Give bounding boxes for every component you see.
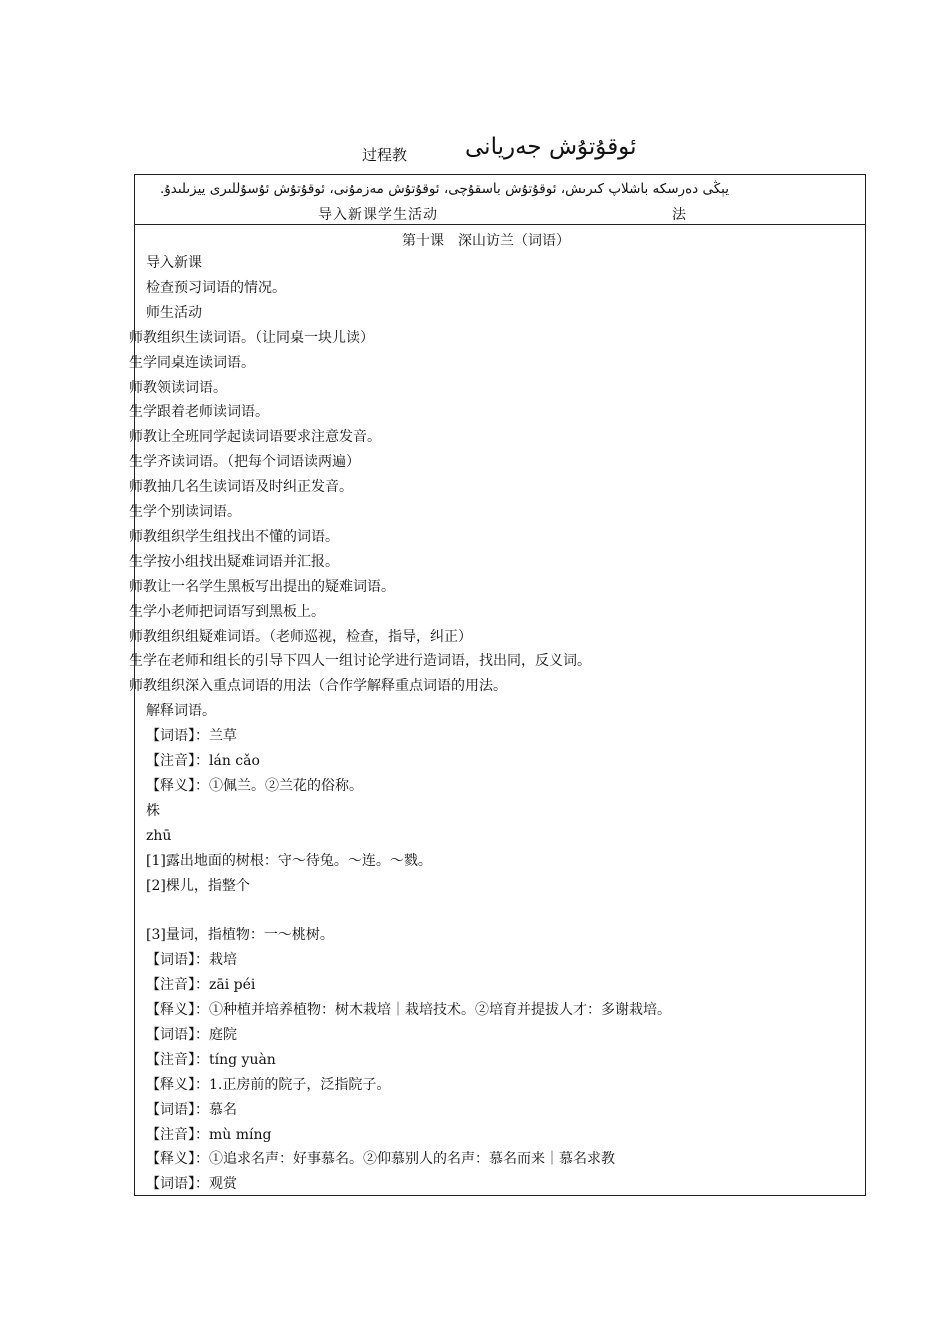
body-line: 师生活动 bbox=[146, 305, 202, 321]
body-line: 师教抽几名生读词语及时纠正发音。 bbox=[129, 479, 353, 495]
body-line: 【词语】：慕名 bbox=[146, 1102, 237, 1118]
body-line: 生学跟着老师读词语。 bbox=[129, 404, 269, 420]
body-line: 【词语】：兰草 bbox=[146, 728, 237, 744]
body-line: 【释义】：①追求名声：好事慕名。②仰慕别人的名声：慕名而来｜慕名求教 bbox=[146, 1151, 615, 1167]
body-line: 【释义】：①佩兰。②兰花的俗称。 bbox=[146, 778, 363, 794]
table-divider bbox=[134, 224, 866, 225]
body-line: 【注音】：lán cǎo bbox=[146, 753, 260, 769]
body-line: 【释义】：①种植并培养植物：树木栽培｜栽培技术。②培育并提拔人才：多谢栽培。 bbox=[146, 1002, 671, 1018]
uyghur-description: يېڭى دەرسكە باشلاپ كىرىش، ئوقۇتۇش باسقۇچى، ئوقۇتۇش مەزمۇنى، ئوقۇتۇش ئۇسۇللىرى ييزىلىدۇ. bbox=[159, 181, 729, 197]
body-line: 【词语】：观赏 bbox=[146, 1176, 237, 1192]
column-header-right: 法 bbox=[672, 207, 686, 223]
body-line: 【词语】：庭院 bbox=[146, 1027, 237, 1043]
body-line: 生学齐读词语。（把每个词语读两遍） bbox=[129, 454, 360, 470]
body-line: 生学个别读词语。 bbox=[129, 504, 241, 520]
body-line: [2]棵儿，指整个 bbox=[146, 878, 250, 894]
body-line: 生学在老师和组长的引导下四人一组讨论学进行造词语，找出同，反义词。 bbox=[129, 653, 591, 669]
body-line: 导入新课 bbox=[146, 255, 202, 271]
body-line: 检查预习词语的情况。 bbox=[146, 280, 286, 296]
column-header-left: 导入新课学生活动 bbox=[318, 207, 438, 223]
body-line: 【注音】：zāi péi bbox=[146, 977, 256, 993]
body-line: 师教让一名学生黑板写出提出的疑难词语。 bbox=[129, 579, 395, 595]
title-uyghur: ئوقۇتۇش جەريانى bbox=[465, 134, 637, 160]
body-line: 【注音】：tíng yuàn bbox=[146, 1052, 276, 1068]
body-line: 师教组织生读词语。（让同桌一块儿读） bbox=[129, 330, 374, 346]
body-line: 师教组织学生组找出不懂的词语。 bbox=[129, 529, 339, 545]
body-line: [1]露出地面的树根：守～待兔。～连。～戮。 bbox=[146, 853, 432, 869]
title-chinese: 过程教 bbox=[362, 146, 408, 164]
body-line: 生学同桌连读词语。 bbox=[129, 355, 255, 371]
lesson-title: 第十课 深山访兰（词语） bbox=[402, 233, 570, 249]
body-line: 解释词语。 bbox=[146, 703, 216, 719]
body-line: 【注音】：mù míng bbox=[146, 1127, 272, 1143]
body-line: 生学小老师把词语写到黑板上。 bbox=[129, 604, 325, 620]
body-line: 师教组织组疑难词语。（老师巡视，检查，指导，纠正） bbox=[129, 629, 472, 645]
body-line: 生学按小组找出疑难词语并汇报。 bbox=[129, 554, 339, 570]
body-line: 【释义】：1.正房前的院子，泛指院子。 bbox=[146, 1077, 391, 1093]
body-line: zhū bbox=[146, 828, 172, 844]
body-line: 【词语】：栽培 bbox=[146, 952, 237, 968]
body-line: [3]量词，指植物：一～桃树。 bbox=[146, 927, 334, 943]
body-line: 株 bbox=[146, 803, 160, 819]
body-line: 师教组织深入重点词语的用法（合作学解释重点词语的用法。 bbox=[129, 678, 507, 694]
body-line: 师教领读词语。 bbox=[129, 380, 227, 396]
body-line: 师教让全班同学起读词语要求注意发音。 bbox=[129, 429, 381, 445]
